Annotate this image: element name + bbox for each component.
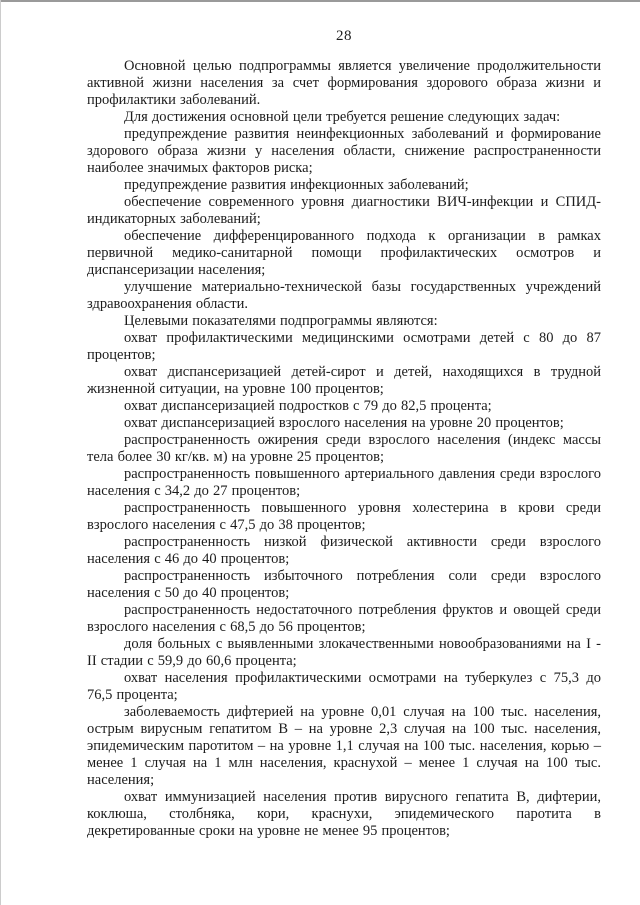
page-border-top <box>0 0 640 2</box>
paragraph: доля больных с выявленными злокачественными новообразованиями на I - II стадии с 59,9 до 60,6 процента; <box>87 636 601 669</box>
paragraph: распространенность недостаточного потребления фруктов и овощей среди взрослого населения с 68,5 до 56 процентов; <box>87 602 601 635</box>
page-border-left <box>0 0 1 905</box>
paragraph: охват профилактическими медицинскими осмотрами детей с 80 до 87 процентов; <box>87 330 601 363</box>
paragraph: предупреждение развития неинфекционных заболеваний и формирование здорового образа жизни у населения области, снижение распространенности наиболее значимых факторов риска; <box>87 126 601 176</box>
paragraph: распространенность повышенного уровня холестерина в крови среди взрослого населения с 47,5 до 38 процентов; <box>87 500 601 533</box>
paragraph: Для достижения основной цели требуется решение следующих задач: <box>124 109 561 125</box>
paragraph: обеспечение дифференцированного подхода к организации в рамках первичной медико-санитарной помощи профилактических осмотров и диспансеризации населения; <box>87 228 601 278</box>
paragraph: предупреждение развития инфекционных заболеваний; <box>124 177 469 193</box>
paragraph: заболеваемость дифтерией на уровне 0,01 случая на 100 тыс. населения, острым вирусным гепатитом В – на уровне 2,3 случая на 100 тыс. населения, эпидемическим паротитом – на уровне 1,1 случая на 100 тыс. населения, корью – менее 1 случая на 1 млн населения, краснухой – менее 1 случая на 100 тыс. населения; <box>87 704 601 788</box>
paragraph: Целевыми показателями подпрограммы являются: <box>124 313 438 329</box>
paragraph: охват диспансеризацией подростков с 79 до 82,5 процента; <box>124 398 492 414</box>
page-number: 28 <box>336 28 352 44</box>
paragraph: обеспечение современного уровня диагностики ВИЧ-инфекции и СПИД-индикаторных заболеваний; <box>87 194 601 227</box>
paragraph: охват иммунизацией населения против вирусного гепатита В, дифтерии, коклюша, столбняка, кори, краснухи, эпидемического паротита в декретированные сроки на уровне не менее 95 процентов; <box>87 789 601 839</box>
paragraph: распространенность ожирения среди взрослого населения (индекс массы тела более 30 кг/кв. м) на уровне 25 процентов; <box>87 432 601 465</box>
paragraph: распространенность избыточного потребления соли среди взрослого населения с 50 до 40 процентов; <box>87 568 601 601</box>
document-body <box>87 58 601 840</box>
paragraph: охват диспансеризацией взрослого населения на уровне 20 процентов; <box>124 415 564 431</box>
paragraph: улучшение материально-технической базы государственных учреждений здравоохранения области. <box>87 279 601 312</box>
paragraph: Основной целью подпрограммы является увеличение продолжительности активной жизни населения за счет формирования здорового образа жизни и профилактики заболеваний. <box>87 58 601 108</box>
page-content <box>87 28 601 840</box>
paragraph: распространенность низкой физической активности среди взрослого населения с 46 до 40 процентов; <box>87 534 601 567</box>
paragraph: охват диспансеризацией детей-сирот и детей, находящихся в трудной жизненной ситуации, на уровне 100 процентов; <box>87 364 601 397</box>
paragraph: распространенность повышенного артериального давления среди взрослого населения с 34,2 до 27 процентов; <box>87 466 601 499</box>
paragraph: охват населения профилактическими осмотрами на туберкулез с 75,3 до 76,5 процента; <box>87 670 601 703</box>
